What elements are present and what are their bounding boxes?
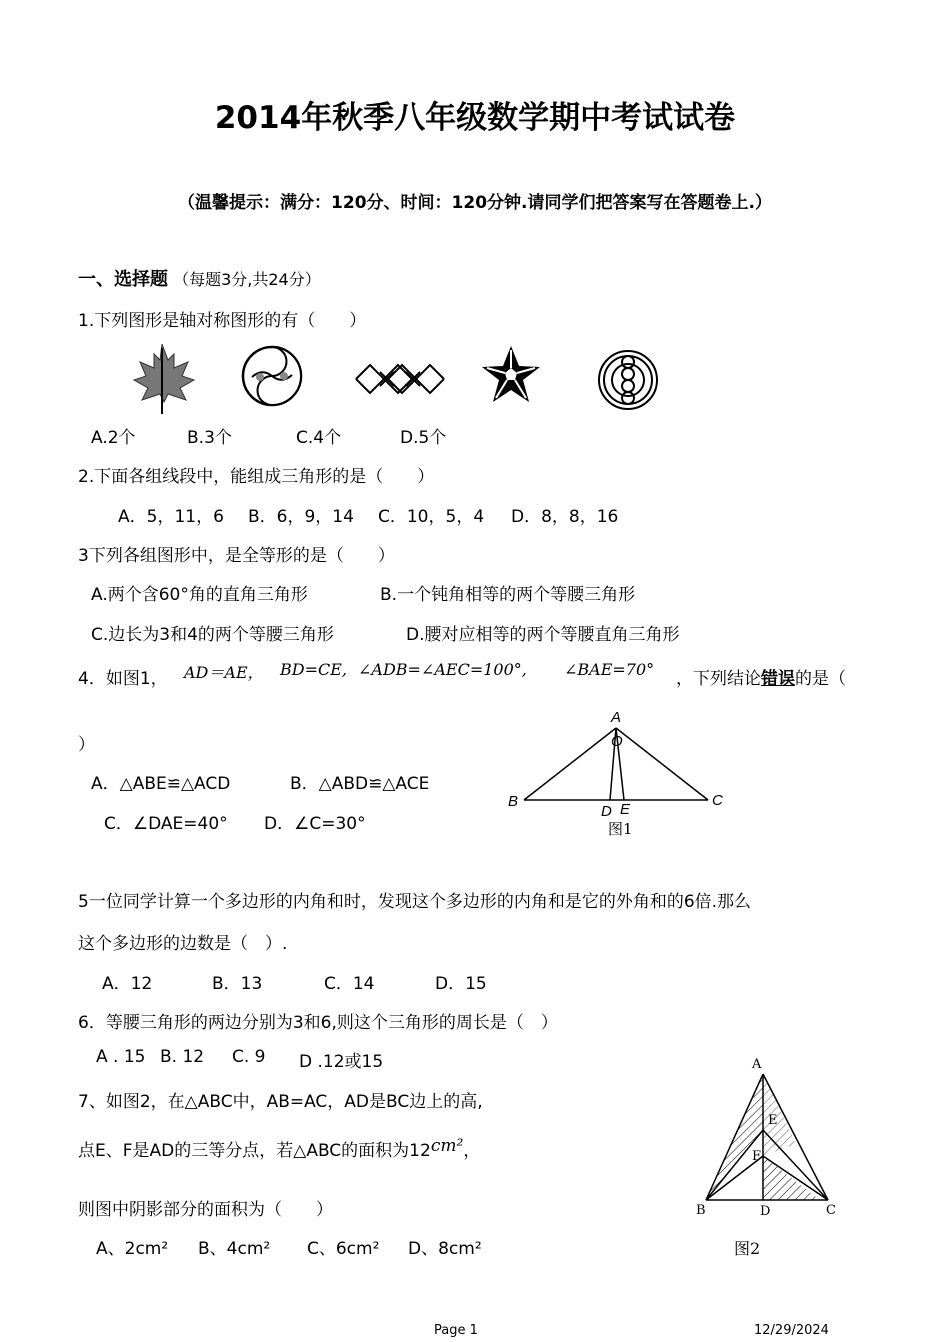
q5-option-b: B．13 [212,974,263,994]
fig1-label-e: E [620,801,631,818]
fig2-label-e: E [768,1113,778,1128]
fig1-label-d: D [601,803,612,820]
figure-1-caption: 图1 [608,820,633,838]
maple-leaf-icon [128,342,196,416]
q6-option-c: C. 9 [232,1047,266,1067]
q3-option-a: A.两个含60°角的直角三角形 [91,585,308,605]
q4-suffix-pre: ，下列结论 [676,669,761,689]
question-3-stem: 3下列各组图形中，是全等形的是（ ） [78,546,395,566]
q4-eq-bd-ce: BD=CE, [280,660,347,679]
q6-option-a: A . 15 [96,1047,146,1067]
q4-suffix-post: 的是（ [795,669,846,689]
q7-unit: cm² [430,1136,464,1156]
fig1-label-b: B [508,793,519,810]
nested-circles-icon [596,348,660,412]
fig1-label-c: C [712,792,723,809]
question-2-stem: 2.下面各组线段中，能组成三角形的是（ ） [78,467,435,487]
question-7-line-1: 7、如图2，在△ABC中，AB=AC，AD是BC边上的高, [78,1092,483,1112]
fig2-label-f: F [752,1149,762,1164]
question-5-line-1: 5一位同学计算一个多边形的内角和时，发现这个多边形的内角和是它的外角和的6倍.那么 [78,892,752,912]
section-heading [78,265,321,291]
page-title: 2014年秋季八年级数学期中考试试卷 [214,100,736,136]
q2-option-a: A．5，11，6 [118,507,224,527]
q5-option-d: D．15 [435,974,487,994]
q5-option-a: A．12 [102,974,153,994]
q3-option-b: B.一个钝角相等的两个等腰三角形 [380,585,636,605]
q4-prefix: 4．如图1， [78,669,168,689]
q1-option-a: A.2个 [91,428,136,448]
q4-option-d: D．∠C=30° [264,814,366,834]
q4-eq-bae: ∠BAE=70° [564,660,655,679]
q4-suffix-error: 错误 [761,669,795,689]
tip-text: （温馨提示：满分：120分、时间：120分钟.请同学们把答案写在答题卷上.） [178,193,772,213]
section-title: 一、选择题 [78,269,168,290]
figure-1-diagram [500,704,730,844]
fig2-label-a: A [752,1057,762,1072]
fig2-label-d: D [760,1204,771,1219]
q6-option-b: B. 12 [160,1047,205,1067]
q4-close-paren: ） [78,735,95,755]
question-6-stem: 6．等腰三角形的两边分别为3和6,则这个三角形的周长是（ ） [78,1013,558,1033]
q7-option-c: C、6cm² [307,1239,380,1259]
fig1-label-o: O [611,733,623,750]
q4-eq-angles: ∠ADB=∠AEC=100°, [358,660,527,679]
q6-option-d: D .12或15 [299,1052,384,1072]
question-5-line-2: 这个多边形的边数是（ ）. [78,934,288,954]
fig2-label-c: C [826,1203,836,1218]
footer-date: 12/29/2024 [754,1323,829,1338]
q1-option-d: D.5个 [400,428,447,448]
fig2-label-b: B [696,1203,706,1218]
q2-option-b: B．6，9，14 [248,507,354,527]
q4-eq-ad-ae: AD＝AE， [184,663,264,682]
fig1-label-a: A [611,709,622,726]
q4-option-b: B．△ABD≌△ACE [290,774,430,794]
footer-page: Page 1 [434,1323,478,1338]
q2-option-d: D．8，8，16 [511,507,619,527]
star-pentagon-icon [480,344,542,406]
q5-option-c: C．14 [324,974,375,994]
q7-option-d: D、8cm² [408,1239,482,1259]
yin-yang-icon [240,344,304,408]
q7-line2-text: 点E、F是AD的三等分点，若△ABC的面积为12 [78,1141,431,1161]
q3-option-d: D.腰对应相等的两个等腰直角三角形 [406,625,680,645]
q7-option-b: B、4cm² [198,1239,271,1259]
q4-option-c: C．∠DAE=40° [104,814,228,834]
question-7-line-2 [78,1136,480,1161]
q1-option-c: C.4个 [296,428,342,448]
question-7-line-3: 则图中阴影部分的面积为（ ） [78,1200,333,1220]
q7-option-a: A、2cm² [96,1239,169,1259]
q4-suffix [676,664,846,689]
figure-2-caption: 图2 [734,1239,761,1258]
q1-option-b: B.3个 [187,428,232,448]
knot-pattern-icon [352,358,448,400]
q2-option-c: C．10，5，4 [378,507,485,527]
question-1-stem: 1.下列图形是轴对称图形的有（ ） [78,311,367,331]
q7-line2-post: ， [463,1141,481,1161]
q4-option-a: A．△ABE≌△ACD [91,774,231,794]
section-note: （每题3分,共24分） [173,270,321,289]
figure-2-diagram [688,1052,848,1262]
q3-option-c: C.边长为3和4的两个等腰三角形 [91,625,334,645]
question-4-stem [78,664,168,689]
